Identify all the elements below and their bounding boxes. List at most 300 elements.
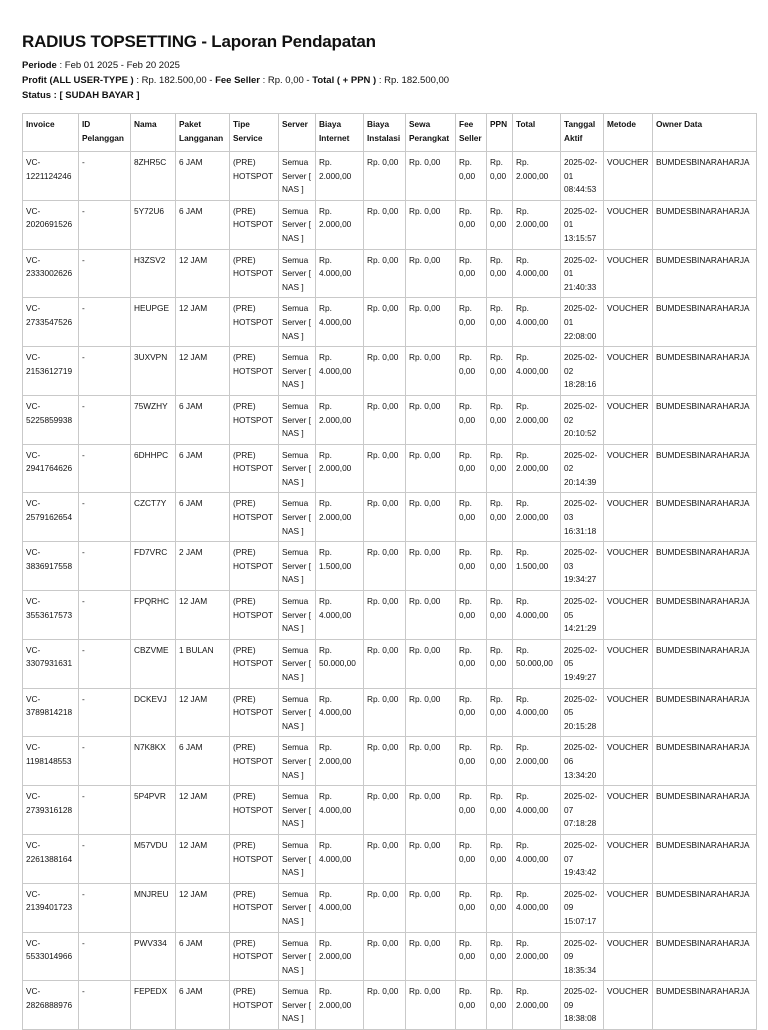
table-cell: M57VDU — [131, 834, 176, 883]
table-cell: Semua Server [ NAS ] — [279, 834, 316, 883]
table-cell: 2025-02-09 15:07:17 — [561, 883, 604, 932]
table-cell: VC-2139401723 — [23, 883, 79, 932]
table-cell: Rp. 4.000,00 — [316, 591, 364, 640]
table-cell: Rp. 0,00 — [487, 981, 513, 1030]
table-cell: 2025-02-05 20:15:28 — [561, 688, 604, 737]
table-cell: - — [79, 493, 131, 542]
report-meta — [22, 58, 754, 103]
table-cell: Semua Server [ NAS ] — [279, 249, 316, 298]
table-row — [23, 493, 757, 542]
table-cell: H3ZSV2 — [131, 249, 176, 298]
table-cell: BUMDESBINARAHARJA — [653, 542, 757, 591]
table-cell: Rp. 4.000,00 — [316, 688, 364, 737]
table-cell: (PRE) HOTSPOT — [230, 347, 279, 396]
column-header: ID Pelanggan — [79, 114, 131, 152]
table-cell: BUMDESBINARAHARJA — [653, 688, 757, 737]
table-cell: Rp. 0,00 — [487, 883, 513, 932]
table-cell: (PRE) HOTSPOT — [230, 444, 279, 493]
table-cell: VOUCHER — [604, 883, 653, 932]
column-header: PPN — [487, 114, 513, 152]
table-cell: 2025-02-09 18:38:08 — [561, 981, 604, 1030]
table-cell: BUMDESBINARAHARJA — [653, 249, 757, 298]
fee-label: Fee Seller — [215, 75, 260, 86]
table-cell: BUMDESBINARAHARJA — [653, 347, 757, 396]
table-cell: DCKEVJ — [131, 688, 176, 737]
table-cell: Rp. 0,00 — [364, 834, 406, 883]
table-cell: BUMDESBINARAHARJA — [653, 981, 757, 1030]
column-header: Fee Seller — [456, 114, 487, 152]
table-cell: Rp. 0,00 — [456, 298, 487, 347]
table-cell: (PRE) HOTSPOT — [230, 542, 279, 591]
table-cell: Semua Server [ NAS ] — [279, 395, 316, 444]
table-cell: Rp. 4.000,00 — [513, 688, 561, 737]
table-cell: Rp. 2.000,00 — [316, 737, 364, 786]
table-cell: Rp. 0,00 — [406, 737, 456, 786]
table-cell: 12 JAM — [176, 688, 230, 737]
table-cell: BUMDESBINARAHARJA — [653, 639, 757, 688]
table-cell: Rp. 0,00 — [456, 395, 487, 444]
table-cell: BUMDESBINARAHARJA — [653, 200, 757, 249]
column-header: Sewa Perangkat — [406, 114, 456, 152]
column-header: Total — [513, 114, 561, 152]
table-cell: 6 JAM — [176, 152, 230, 201]
table-cell: VOUCHER — [604, 298, 653, 347]
table-cell: VOUCHER — [604, 542, 653, 591]
table-cell: Semua Server [ NAS ] — [279, 786, 316, 835]
table-cell: Rp. 0,00 — [364, 395, 406, 444]
table-cell: - — [79, 298, 131, 347]
table-cell: 2025-02-05 19:49:27 — [561, 639, 604, 688]
table-cell: Rp. 0,00 — [364, 883, 406, 932]
table-cell: Rp. 0,00 — [406, 298, 456, 347]
table-cell: Rp. 0,00 — [364, 152, 406, 201]
table-cell: 3UXVPN — [131, 347, 176, 396]
table-cell: Semua Server [ NAS ] — [279, 298, 316, 347]
table-cell: Rp. 2.000,00 — [513, 200, 561, 249]
table-cell: Rp. 0,00 — [364, 298, 406, 347]
table-cell: VC-2826888976 — [23, 981, 79, 1030]
table-cell: VC-1198148553 — [23, 737, 79, 786]
table-cell: Rp. 0,00 — [364, 932, 406, 981]
table-cell: (PRE) HOTSPOT — [230, 834, 279, 883]
table-cell: Semua Server [ NAS ] — [279, 932, 316, 981]
table-cell: 6 JAM — [176, 200, 230, 249]
table-cell: - — [79, 444, 131, 493]
table-cell: Rp. 0,00 — [406, 834, 456, 883]
table-cell: VOUCHER — [604, 591, 653, 640]
table-cell: Rp. 0,00 — [364, 200, 406, 249]
table-cell: Rp. 0,00 — [364, 444, 406, 493]
table-cell: - — [79, 786, 131, 835]
table-cell: Rp. 1.500,00 — [513, 542, 561, 591]
table-cell: Rp. 0,00 — [364, 347, 406, 396]
table-cell: Rp. 4.000,00 — [316, 249, 364, 298]
table-cell: (PRE) HOTSPOT — [230, 493, 279, 542]
table-row — [23, 591, 757, 640]
table-cell: Rp. 0,00 — [406, 591, 456, 640]
table-cell: 2 JAM — [176, 542, 230, 591]
table-cell: Rp. 2.000,00 — [316, 932, 364, 981]
table-cell: (PRE) HOTSPOT — [230, 249, 279, 298]
table-cell: BUMDESBINARAHARJA — [653, 298, 757, 347]
column-header: Server — [279, 114, 316, 152]
table-cell: CZCT7Y — [131, 493, 176, 542]
table-cell: Rp. 0,00 — [406, 932, 456, 981]
table-cell: VC-2739316128 — [23, 786, 79, 835]
table-cell: 12 JAM — [176, 298, 230, 347]
table-cell: 2025-02-07 19:43:42 — [561, 834, 604, 883]
table-cell: VC-5225859938 — [23, 395, 79, 444]
table-cell: Rp. 4.000,00 — [513, 591, 561, 640]
table-cell: (PRE) HOTSPOT — [230, 152, 279, 201]
table-cell: BUMDESBINARAHARJA — [653, 883, 757, 932]
table-cell: Rp. 0,00 — [364, 542, 406, 591]
table-cell: Rp. 0,00 — [456, 981, 487, 1030]
table-cell: MNJREU — [131, 883, 176, 932]
table-cell: - — [79, 834, 131, 883]
table-cell: Rp. 0,00 — [364, 786, 406, 835]
table-cell: Rp. 0,00 — [487, 932, 513, 981]
table-cell: Rp. 0,00 — [487, 249, 513, 298]
table-cell: 2025-02-02 18:28:16 — [561, 347, 604, 396]
table-cell: Semua Server [ NAS ] — [279, 493, 316, 542]
table-cell: Rp. 50.000,00 — [513, 639, 561, 688]
table-cell: VOUCHER — [604, 493, 653, 542]
total-value: : Rp. 182.500,00 — [378, 75, 450, 86]
table-cell: Semua Server [ NAS ] — [279, 737, 316, 786]
table-cell: Rp. 0,00 — [456, 737, 487, 786]
table-cell: Rp. 2.000,00 — [513, 152, 561, 201]
table-cell: FPQRHC — [131, 591, 176, 640]
table-cell: FD7VRC — [131, 542, 176, 591]
table-cell: Rp. 0,00 — [487, 200, 513, 249]
table-cell: - — [79, 883, 131, 932]
table-row — [23, 688, 757, 737]
table-cell: 2025-02-03 19:34:27 — [561, 542, 604, 591]
table-cell: Semua Server [ NAS ] — [279, 200, 316, 249]
table-cell: VC-3836917558 — [23, 542, 79, 591]
table-cell: BUMDESBINARAHARJA — [653, 737, 757, 786]
table-cell: VC-2941764626 — [23, 444, 79, 493]
table-cell: - — [79, 249, 131, 298]
table-cell: Rp. 0,00 — [406, 688, 456, 737]
table-cell: Rp. 0,00 — [487, 639, 513, 688]
table-cell: Rp. 2.000,00 — [316, 444, 364, 493]
table-cell: VC-3789814218 — [23, 688, 79, 737]
report-title: RADIUS TOPSETTING - Laporan Pendapatan — [22, 32, 376, 51]
table-cell: Rp. 4.000,00 — [513, 883, 561, 932]
table-cell: 2025-02-05 14:21:29 — [561, 591, 604, 640]
table-cell: Rp. 0,00 — [456, 347, 487, 396]
table-cell: N7K8KX — [131, 737, 176, 786]
table-cell: Rp. 0,00 — [364, 688, 406, 737]
periode-value: : Feb 01 2025 - Feb 20 2025 — [59, 60, 180, 71]
table-cell: 6 JAM — [176, 444, 230, 493]
table-cell: Semua Server [ NAS ] — [279, 688, 316, 737]
table-cell: 1 BULAN — [176, 639, 230, 688]
table-cell: Rp. 0,00 — [456, 152, 487, 201]
table-cell: Rp. 0,00 — [406, 152, 456, 201]
table-cell: 6 JAM — [176, 395, 230, 444]
table-cell: Rp. 0,00 — [487, 834, 513, 883]
table-cell: Rp. 0,00 — [456, 493, 487, 542]
table-cell: (PRE) HOTSPOT — [230, 395, 279, 444]
table-cell: Rp. 0,00 — [456, 932, 487, 981]
table-cell: - — [79, 542, 131, 591]
table-cell: BUMDESBINARAHARJA — [653, 932, 757, 981]
table-row — [23, 395, 757, 444]
table-cell: Rp. 1.500,00 — [316, 542, 364, 591]
table-row — [23, 347, 757, 396]
status-line — [22, 88, 754, 103]
table-cell: VOUCHER — [604, 786, 653, 835]
table-cell: Rp. 0,00 — [406, 395, 456, 444]
table-cell: Rp. 0,00 — [456, 883, 487, 932]
table-cell: Rp. 2.000,00 — [513, 737, 561, 786]
table-cell: BUMDESBINARAHARJA — [653, 591, 757, 640]
table-cell: - — [79, 347, 131, 396]
table-cell: 75WZHY — [131, 395, 176, 444]
table-cell: Rp. 4.000,00 — [316, 298, 364, 347]
table-cell: Rp. 2.000,00 — [316, 395, 364, 444]
table-cell: Rp. 0,00 — [364, 591, 406, 640]
table-cell: 6 JAM — [176, 932, 230, 981]
table-cell: (PRE) HOTSPOT — [230, 932, 279, 981]
summary-line — [22, 73, 754, 88]
table-cell: 2025-02-01 21:40:33 — [561, 249, 604, 298]
table-cell: Rp. 0,00 — [456, 444, 487, 493]
table-cell: 12 JAM — [176, 249, 230, 298]
table-cell: Semua Server [ NAS ] — [279, 981, 316, 1030]
table-cell: Semua Server [ NAS ] — [279, 639, 316, 688]
table-cell: Rp. 2.000,00 — [316, 152, 364, 201]
table-cell: (PRE) HOTSPOT — [230, 688, 279, 737]
table-cell: 2025-02-03 16:31:18 — [561, 493, 604, 542]
table-cell: Rp. 0,00 — [456, 688, 487, 737]
column-header: Biaya Instalasi — [364, 114, 406, 152]
table-cell: 6 JAM — [176, 493, 230, 542]
table-cell: Rp. 2.000,00 — [513, 932, 561, 981]
column-header: Nama — [131, 114, 176, 152]
table-cell: Rp. 4.000,00 — [513, 298, 561, 347]
table-cell: Rp. 4.000,00 — [513, 249, 561, 298]
table-cell: (PRE) HOTSPOT — [230, 981, 279, 1030]
status-label: Status : [ SUDAH BAYAR ] — [22, 90, 140, 101]
table-row — [23, 981, 757, 1030]
table-cell: Rp. 0,00 — [487, 542, 513, 591]
table-cell: FEPEDX — [131, 981, 176, 1030]
table-body — [23, 152, 757, 1030]
table-cell: Rp. 0,00 — [406, 639, 456, 688]
table-cell: Rp. 0,00 — [487, 395, 513, 444]
fee-value: : Rp. 0,00 - — [262, 75, 310, 86]
table-cell: Rp. 0,00 — [406, 981, 456, 1030]
table-row — [23, 786, 757, 835]
table-cell: VOUCHER — [604, 834, 653, 883]
table-cell: VOUCHER — [604, 347, 653, 396]
table-cell: BUMDESBINARAHARJA — [653, 444, 757, 493]
periode-line — [22, 58, 754, 73]
table-cell: 5P4PVR — [131, 786, 176, 835]
table-cell: VC-2153612719 — [23, 347, 79, 396]
table-cell: Rp. 0,00 — [487, 298, 513, 347]
table-cell: VC-2261388164 — [23, 834, 79, 883]
table-cell: Rp. 2.000,00 — [316, 200, 364, 249]
table-cell: VC-3553617573 — [23, 591, 79, 640]
periode-label: Periode — [22, 60, 57, 71]
table-cell: Rp. 4.000,00 — [513, 347, 561, 396]
table-cell: 2025-02-09 18:35:34 — [561, 932, 604, 981]
table-cell: Rp. 0,00 — [456, 249, 487, 298]
table-cell: Rp. 0,00 — [406, 883, 456, 932]
table-row — [23, 200, 757, 249]
table-cell: Rp. 4.000,00 — [513, 834, 561, 883]
column-header: Tanggal Aktif — [561, 114, 604, 152]
table-cell: 6 JAM — [176, 737, 230, 786]
table-cell: 12 JAM — [176, 591, 230, 640]
table-cell: CBZVME — [131, 639, 176, 688]
table-cell: Rp. 0,00 — [406, 200, 456, 249]
table-cell: Rp. 4.000,00 — [513, 786, 561, 835]
table-row — [23, 152, 757, 201]
revenue-table — [22, 113, 757, 1030]
table-cell: Rp. 0,00 — [487, 347, 513, 396]
table-cell: (PRE) HOTSPOT — [230, 200, 279, 249]
profit-label: Profit (ALL USER-TYPE ) — [22, 75, 134, 86]
table-cell: Rp. 2.000,00 — [513, 444, 561, 493]
table-cell: 2025-02-01 08:44:53 — [561, 152, 604, 201]
table-cell: Rp. 0,00 — [364, 639, 406, 688]
table-cell: (PRE) HOTSPOT — [230, 786, 279, 835]
table-cell: Rp. 0,00 — [364, 493, 406, 542]
table-cell: 5Y72U6 — [131, 200, 176, 249]
column-header: Tipe Service — [230, 114, 279, 152]
table-cell: VOUCHER — [604, 249, 653, 298]
table-cell: Rp. 0,00 — [406, 493, 456, 542]
table-cell: VC-5533014966 — [23, 932, 79, 981]
total-label: Total ( + PPN ) — [312, 75, 377, 86]
table-cell: 2025-02-07 07:18:28 — [561, 786, 604, 835]
table-cell: 6DHHPC — [131, 444, 176, 493]
table-cell: Rp. 0,00 — [364, 249, 406, 298]
table-cell: Rp. 2.000,00 — [316, 493, 364, 542]
column-header: Biaya Internet — [316, 114, 364, 152]
table-cell: Rp. 0,00 — [456, 834, 487, 883]
table-cell: Rp. 0,00 — [406, 786, 456, 835]
table-cell: VC-2733547526 — [23, 298, 79, 347]
table-cell: VC-2579162654 — [23, 493, 79, 542]
column-header: Invoice — [23, 114, 79, 152]
table-cell: BUMDESBINARAHARJA — [653, 786, 757, 835]
table-cell: Semua Server [ NAS ] — [279, 542, 316, 591]
table-row — [23, 444, 757, 493]
table-row — [23, 834, 757, 883]
table-cell: Rp. 0,00 — [406, 444, 456, 493]
table-cell: - — [79, 639, 131, 688]
table-cell: (PRE) HOTSPOT — [230, 639, 279, 688]
table-cell: Rp. 0,00 — [487, 493, 513, 542]
table-row — [23, 298, 757, 347]
table-cell: Rp. 2.000,00 — [513, 981, 561, 1030]
table-cell: 2025-02-01 13:15:57 — [561, 200, 604, 249]
column-header: Metode — [604, 114, 653, 152]
table-cell: Rp. 0,00 — [487, 152, 513, 201]
table-cell: BUMDESBINARAHARJA — [653, 493, 757, 542]
table-cell: VOUCHER — [604, 981, 653, 1030]
table-cell: BUMDESBINARAHARJA — [653, 395, 757, 444]
table-row — [23, 542, 757, 591]
table-row — [23, 249, 757, 298]
column-header: Owner Data — [653, 114, 757, 152]
table-cell: VOUCHER — [604, 639, 653, 688]
column-header: Paket Langganan — [176, 114, 230, 152]
table-cell: Rp. 0,00 — [406, 249, 456, 298]
table-cell: - — [79, 200, 131, 249]
table-cell: VC-3307931631 — [23, 639, 79, 688]
table-cell: Rp. 0,00 — [487, 786, 513, 835]
table-cell: VC-2333002626 — [23, 249, 79, 298]
table-row — [23, 883, 757, 932]
table-cell: 12 JAM — [176, 347, 230, 396]
table-cell: (PRE) HOTSPOT — [230, 883, 279, 932]
table-cell: Semua Server [ NAS ] — [279, 591, 316, 640]
table-cell: Rp. 0,00 — [456, 542, 487, 591]
table-cell: Rp. 0,00 — [487, 688, 513, 737]
table-cell: Rp. 2.000,00 — [316, 981, 364, 1030]
table-cell: Semua Server [ NAS ] — [279, 347, 316, 396]
table-cell: Rp. 0,00 — [406, 542, 456, 591]
table-cell: VOUCHER — [604, 395, 653, 444]
table-cell: 6 JAM — [176, 981, 230, 1030]
table-cell: BUMDESBINARAHARJA — [653, 834, 757, 883]
table-cell: Rp. 4.000,00 — [316, 347, 364, 396]
table-cell: - — [79, 395, 131, 444]
table-cell: (PRE) HOTSPOT — [230, 737, 279, 786]
table-cell: - — [79, 737, 131, 786]
table-cell: VOUCHER — [604, 444, 653, 493]
table-cell: Rp. 0,00 — [456, 639, 487, 688]
table-cell: 12 JAM — [176, 786, 230, 835]
table-cell: Rp. 0,00 — [364, 737, 406, 786]
table-cell: Rp. 2.000,00 — [513, 493, 561, 542]
table-header-row — [23, 114, 757, 152]
table-row — [23, 639, 757, 688]
table-cell: Rp. 4.000,00 — [316, 883, 364, 932]
table-cell: 2025-02-06 13:34:20 — [561, 737, 604, 786]
table-cell: 12 JAM — [176, 834, 230, 883]
table-cell: VC-1221124246 — [23, 152, 79, 201]
table-cell: - — [79, 981, 131, 1030]
table-cell: (PRE) HOTSPOT — [230, 298, 279, 347]
table-cell: Rp. 0,00 — [487, 737, 513, 786]
table-cell: Rp. 2.000,00 — [513, 395, 561, 444]
table-cell: Rp. 0,00 — [487, 591, 513, 640]
table-cell: PWV334 — [131, 932, 176, 981]
table-cell: - — [79, 591, 131, 640]
table-cell: Semua Server [ NAS ] — [279, 444, 316, 493]
table-cell: Rp. 0,00 — [406, 347, 456, 396]
table-cell: HEUPGE — [131, 298, 176, 347]
table-cell: VC-2020691526 — [23, 200, 79, 249]
table-cell: (PRE) HOTSPOT — [230, 591, 279, 640]
table-cell: 8ZHR5C — [131, 152, 176, 201]
table-cell: VOUCHER — [604, 737, 653, 786]
table-cell: VOUCHER — [604, 688, 653, 737]
table-cell: Rp. 50.000,00 — [316, 639, 364, 688]
table-cell: Rp. 0,00 — [456, 591, 487, 640]
table-cell: Rp. 0,00 — [456, 786, 487, 835]
table-cell: VOUCHER — [604, 200, 653, 249]
